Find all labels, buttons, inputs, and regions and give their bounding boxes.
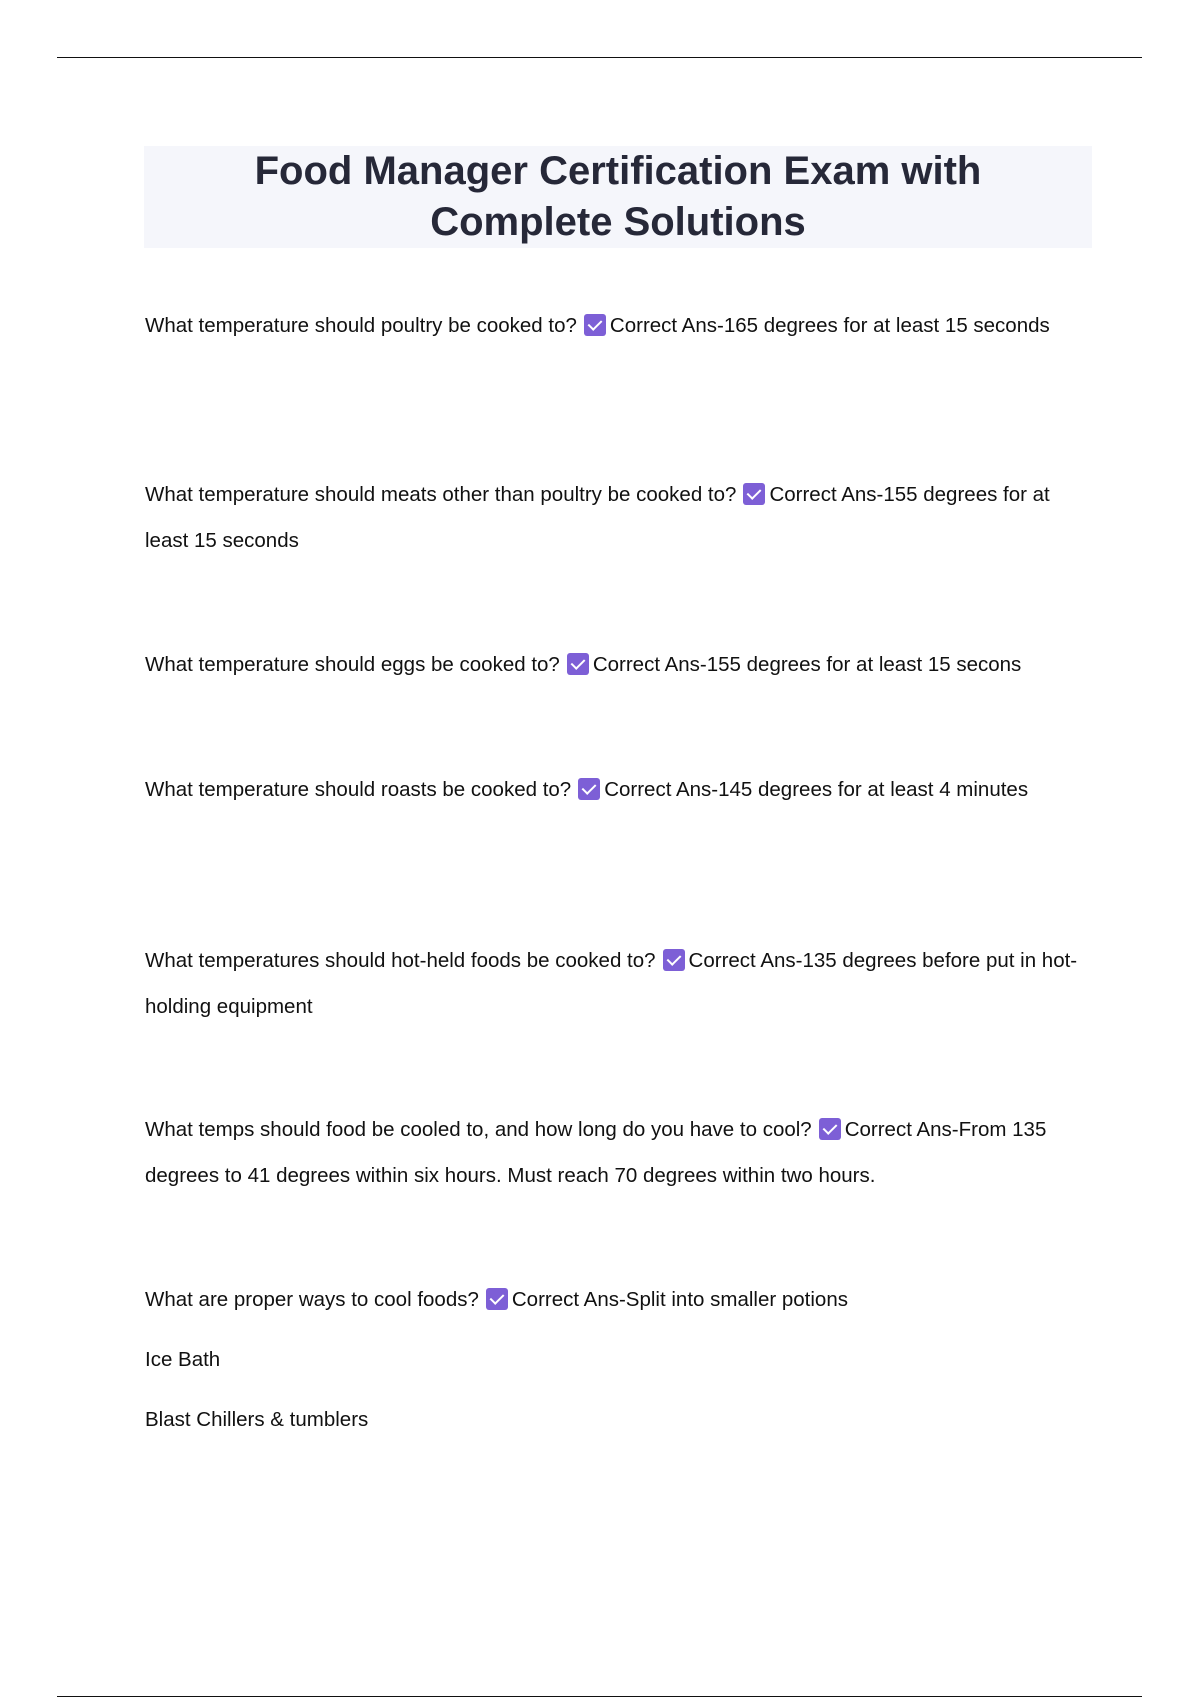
question-text: What temperature should roasts be cooked to?	[145, 778, 572, 801]
answer-text: Correct Ans-165 degrees for at least 15 seconds	[609, 314, 1050, 337]
qa-item-1	[145, 303, 1095, 349]
check-box-icon	[578, 778, 600, 800]
question-text: What temperature should eggs be cooked to?	[145, 653, 560, 676]
answer-text: Correct Ans-135 degrees before put in hot-holding equipment	[145, 949, 1078, 1018]
qa-item-2	[145, 472, 1095, 564]
question-text: What are proper ways to cool foods?	[145, 1288, 479, 1311]
page-title: Food Manager Certification Exam with Complete Solutions	[254, 149, 982, 244]
answer-text: Correct Ans-From 135 degrees to 41 degrees within six hours. Must reach 70 degrees within two hours.	[145, 1118, 1047, 1187]
check-box-icon	[743, 483, 765, 505]
question-text: What temperature should meats other than poultry be cooked to?	[145, 483, 737, 506]
title-banner	[144, 146, 1092, 248]
check-box-icon	[584, 314, 606, 336]
answer-extra-line: Ice Bath	[145, 1348, 221, 1371]
qa-item-6	[145, 1107, 1095, 1199]
qa-item-3	[145, 642, 1095, 688]
top-rule	[57, 57, 1142, 58]
answer-text: Correct Ans-155 degrees for at least 15 seconds	[145, 483, 1050, 552]
qa-item-4	[145, 767, 1095, 813]
question-text: What temperatures should hot-held foods be cooked to?	[145, 949, 656, 972]
question-text: What temps should food be cooled to, and how long do you have to cool?	[145, 1118, 812, 1141]
answer-text: Correct Ans-155 degrees for at least 15 secons	[592, 653, 1022, 676]
answer-text: Correct Ans-145 degrees for at least 4 minutes	[604, 778, 1029, 801]
check-box-icon	[567, 653, 589, 675]
qa-item-7	[145, 1277, 1095, 1443]
answer-text: Correct Ans-Split into smaller potions	[511, 1288, 848, 1311]
answer-extra-line: Blast Chillers & tumblers	[145, 1408, 369, 1431]
check-box-icon	[486, 1288, 508, 1310]
check-box-icon	[663, 949, 685, 971]
check-box-icon	[819, 1118, 841, 1140]
qa-item-5	[145, 938, 1095, 1030]
question-text: What temperature should poultry be cooked to?	[145, 314, 577, 337]
bottom-rule	[57, 1696, 1142, 1697]
